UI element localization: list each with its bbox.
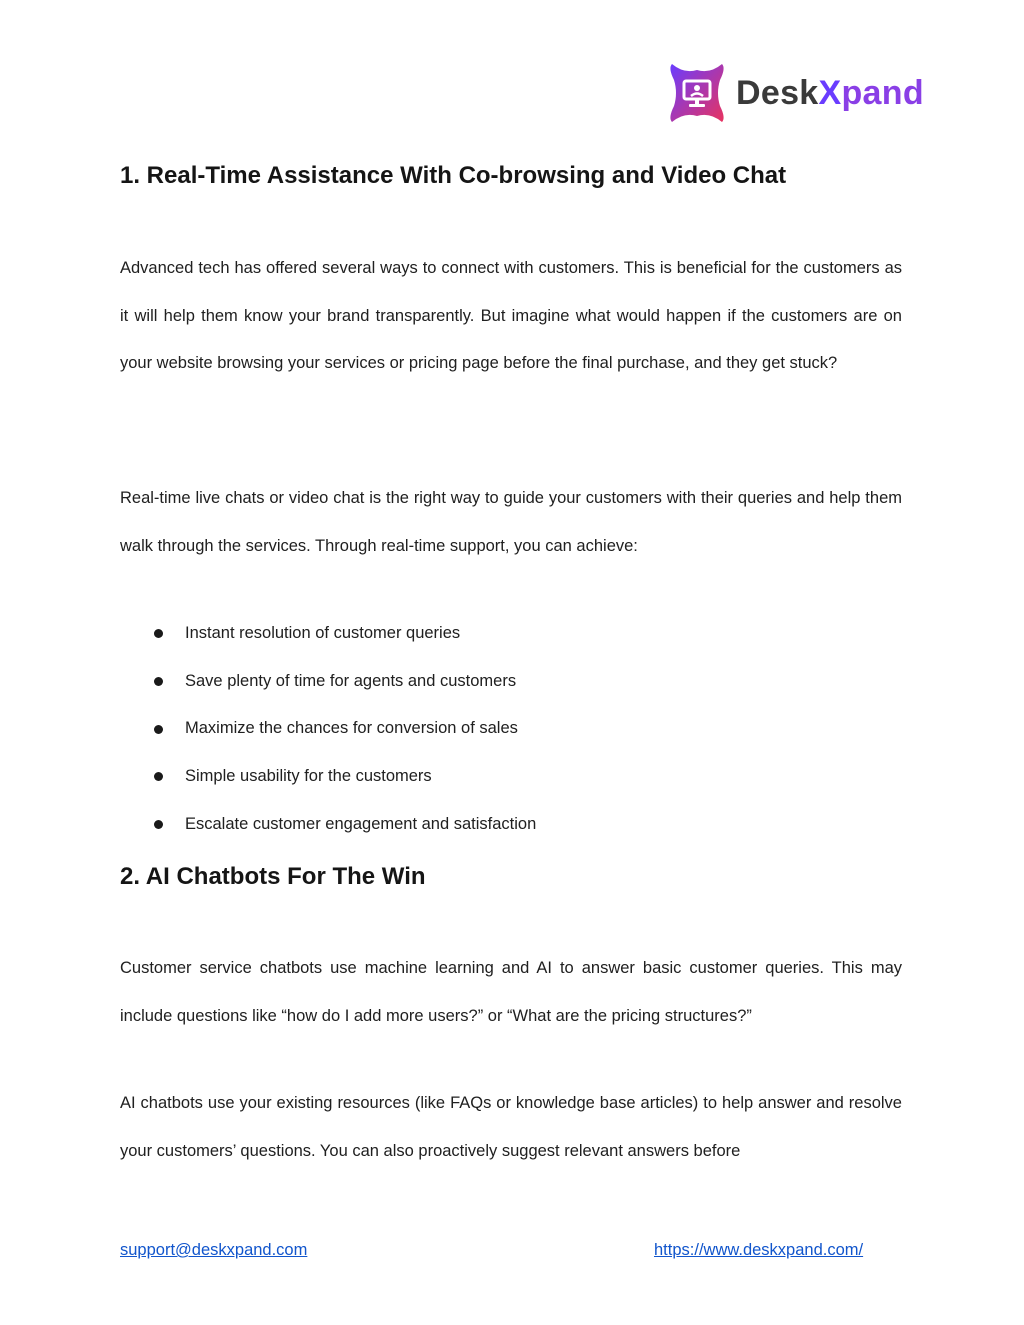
deskxpand-logo-icon	[664, 60, 730, 126]
benefits-list	[150, 610, 536, 848]
list-item-text: Instant resolution of customer queries	[185, 624, 461, 642]
list-item	[150, 753, 536, 801]
brand-logo	[664, 60, 924, 126]
bullet-icon	[154, 629, 163, 638]
list-item	[150, 610, 536, 658]
bullet-icon	[154, 772, 163, 781]
brand-wordmark	[736, 76, 924, 110]
section2-paragraph-2: AI chatbots use your existing resources (like FAQs or knowledge base articles) to help answer and resolve your customers’ questions. You can also proactively suggest relevant answers before	[120, 1094, 902, 1160]
section1-paragraph-1: Advanced tech has offered several ways to connect with customers. This is beneficial for the customers as it will help them know your brand transparently. But imagine what would happen if the customers are on your website browsing your services or pricing page before the final purchase, and they get stuck?	[120, 259, 902, 373]
logo-text-x: X	[818, 74, 842, 112]
section1-heading: 1. Real-Time Assistance With Co-browsing and Video Chat	[120, 162, 787, 189]
section2-heading: 2. AI Chatbots For The Win	[120, 863, 426, 890]
logo-text-desk: Desk	[736, 74, 819, 112]
website-link[interactable]: https://www.deskxpand.com/	[654, 1241, 864, 1259]
list-item	[150, 705, 536, 753]
list-item-text: Escalate customer engagement and satisfaction	[185, 814, 537, 833]
list-item-text: Save plenty of time for agents and customers	[185, 671, 517, 690]
list-item	[150, 801, 536, 849]
bullet-icon	[154, 725, 163, 734]
bullet-icon	[154, 677, 163, 686]
bullet-icon	[154, 820, 163, 829]
section1-paragraph-2: Real-time live chats or video chat is the right way to guide your customers with their queries and help them walk through the services. Through real-time support, you can achieve:	[120, 489, 902, 555]
list-item	[150, 658, 536, 706]
list-item-text: Maximize the chances for conversion of sales	[185, 719, 518, 738]
support-email-link[interactable]: support@deskxpand.com	[120, 1241, 308, 1259]
list-item-text: Simple usability for the customers	[185, 767, 432, 786]
section2-paragraph-1: Customer service chatbots use machine learning and AI to answer basic customer queries. This may include questions like “how do I add more users?” or “What are the pricing structures?”	[120, 959, 902, 1025]
logo-text-pand: pand	[841, 74, 924, 112]
